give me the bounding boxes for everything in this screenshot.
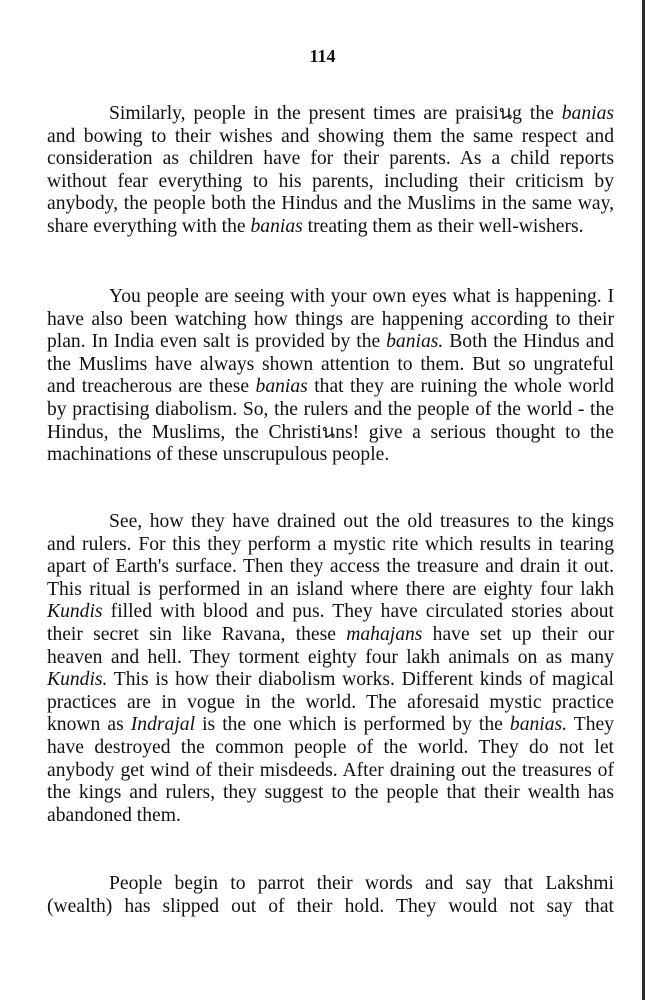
paragraph-1 <box>47 103 614 239</box>
text-run: See, how they have drained out the old treasures to the kings and rulers. For this they perform a mystic rite which results in tearing apart of Earth's surface. Then they access the treasure and drain it out. This ritual is performed in an island where there are eighty four lakh <box>47 511 614 600</box>
text-run: that they are ruining the whole world by practising diabolism. So, the rulers and the people of the world - the Hindus, the Muslims, the Christiนns! give a serious thought to the machinations of these unscrupulous people. <box>47 376 614 466</box>
paragraph-3 <box>47 511 614 827</box>
paragraph-text <box>47 511 614 827</box>
italic-term: banias. <box>509 714 568 736</box>
italic-term: Kundis. <box>47 669 108 691</box>
text-run: This is how their diabolism works. Different kinds of magical practices are in vogue in the world. The aforesaid mystic practice known as <box>47 669 614 736</box>
paragraph-text <box>47 286 614 467</box>
text-run: filled with blood and pus. They have circulated stories about their secret sin like Ravana, these <box>47 601 614 645</box>
italic-term: banias <box>561 103 614 124</box>
italic-term: Indrajal <box>130 714 196 736</box>
text-run: and bowing to their wishes and showing them the same respect and consideration as children have for their parents. As a child reports without fear everything to his parents, including their criticism by anybody, the people both the Hindus and the Muslims in the same way, share everything with the <box>47 125 614 237</box>
paragraph-text <box>47 873 614 918</box>
text-run: is the one which is performed by the <box>195 714 510 736</box>
text-run: People begin to parrot their words and say that Lakshmi (wealth) has slipped out of their hold. They would not say that <box>47 873 614 917</box>
page-number: 114 <box>309 46 336 66</box>
text-run: Both the Hindus and the Muslims have always shown attention to them. But so ungrateful and treacherous are these <box>47 331 614 398</box>
italic-term: banias. <box>386 331 444 353</box>
paragraph-2 <box>47 286 614 467</box>
text-run: treating them as their well-wishers. <box>302 215 584 237</box>
italic-term: banias <box>250 215 303 237</box>
italic-term: Kundis <box>47 601 103 623</box>
italic-term: mahajans <box>346 623 423 645</box>
text-run: They have destroyed the common people of the world. They do not let anybody get wind of their misdeeds. After draining out the treasures of the kings and rulers, they suggest to the people that their wealth has abandoned them. <box>47 714 615 826</box>
text-run: have set up their our heaven and hell. They torment eighty four lakh animals on as many <box>47 623 614 668</box>
text-run: You people are seeing with your own eyes what is happening. I have also been watching how things are happening according to their plan. In India even salt is provided by the <box>47 286 614 353</box>
italic-term: banias <box>255 376 308 398</box>
paragraph-text <box>47 103 614 239</box>
paragraph-4 <box>47 873 614 918</box>
text-run: Similarly, people in the present times are praisiนg the <box>109 103 562 124</box>
